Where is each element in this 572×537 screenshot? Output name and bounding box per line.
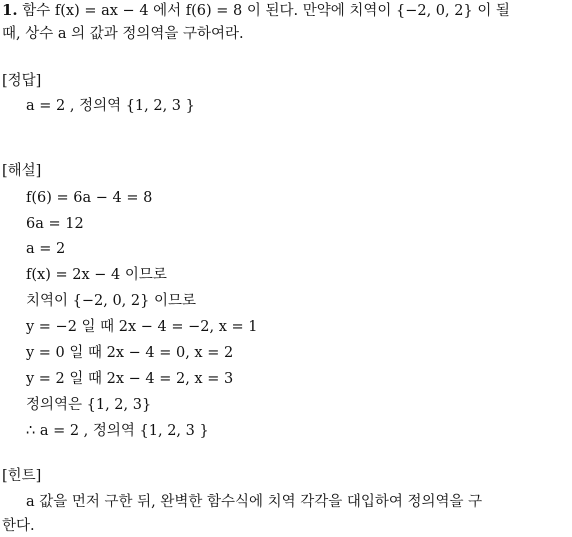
answer-text: a = 2 , 정의역 {1, 2, 3 } bbox=[26, 98, 195, 114]
solution-step: a = 2 bbox=[26, 241, 66, 257]
hint-header: [힌트] bbox=[2, 468, 42, 484]
solution-step: y = 0 일 때 2x − 4 = 0, x = 2 bbox=[26, 345, 234, 361]
solution-conclusion: ∴ a = 2 , 정의역 {1, 2, 3 } bbox=[26, 423, 209, 439]
solution-step: y = 2 일 때 2x − 4 = 2, x = 3 bbox=[26, 371, 234, 387]
answer-header: [정답] bbox=[2, 73, 42, 89]
solution-header: [해설] bbox=[2, 163, 42, 179]
hint-line-2: 한다. bbox=[2, 518, 35, 534]
solution-step: f(6) = 6a − 4 = 8 bbox=[26, 190, 153, 206]
solution-step: y = −2 일 때 2x − 4 = −2, x = 1 bbox=[26, 319, 258, 335]
problem-line-2: 때, 상수 a 의 값과 정의역을 구하여라. bbox=[2, 26, 244, 42]
problem-line-1 bbox=[2, 0, 510, 21]
solution-step: 치역이 {−2, 0, 2} 이므로 bbox=[26, 293, 196, 309]
hint-line-1: a 값을 먼저 구한 뒤, 완벽한 함수식에 치역 각각을 대입하여 정의역을 구 bbox=[26, 494, 483, 510]
problem-number: 1. bbox=[2, 1, 18, 19]
solution-step: f(x) = 2x − 4 이므로 bbox=[26, 267, 167, 283]
solution-step: 정의역은 {1, 2, 3} bbox=[26, 397, 152, 413]
problem-text-1: 함수 f(x) = ax − 4 에서 f(6) = 8 이 된다. 만약에 치역이 {−2, 0, 2} 이 될 bbox=[22, 3, 510, 19]
solution-step: 6a = 12 bbox=[26, 216, 84, 232]
